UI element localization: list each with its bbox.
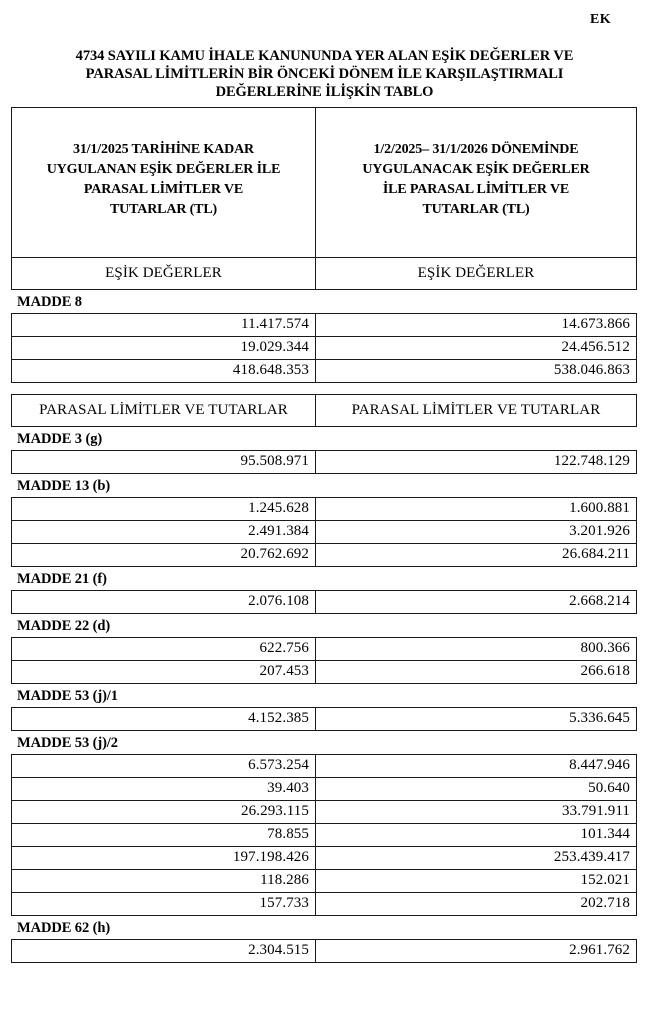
page-title-line-1: 4734 SAYILI KAMU İHALE KANUNUNDA YER ALAN EŞİK DEĞERLER VE — [75, 48, 574, 64]
table-madde-21-f — [11, 590, 637, 614]
table-madde-53-j-2 — [11, 754, 637, 916]
page-title-line-2: PARASAL LİMİTLERİN BİR ÖNCEKİ DÖNEM İLE KARŞILAŞTIRMALI — [85, 66, 564, 82]
header-previous-line-1: 31/1/2025 TARİHİNE KADAR — [72, 141, 254, 157]
table-row-band — [12, 395, 637, 427]
value-previous: 26.293.115 — [12, 801, 316, 824]
section-label-madde-53-j-2: MADDE 53 (j)/2 — [17, 735, 118, 751]
value-current: 2.668.214 — [316, 591, 637, 614]
value-previous: 157.733 — [12, 893, 316, 916]
annex-marker-row — [11, 0, 638, 40]
band-label-previous: PARASAL LİMİTLER VE TUTARLAR — [12, 395, 316, 427]
table-row — [12, 801, 637, 824]
value-current: 50.640 — [316, 778, 637, 801]
table-row — [12, 498, 637, 521]
value-previous: 118.286 — [12, 870, 316, 893]
value-previous: 2.076.108 — [12, 591, 316, 614]
page-title-line-3: DEĞERLERİNE İLİŞKİN TABLO — [215, 84, 434, 100]
value-previous: 2.304.515 — [12, 940, 316, 963]
table-row-header-periods — [12, 108, 637, 258]
section-label-madde-21-f: MADDE 21 (f) — [17, 571, 107, 587]
table-madde-13-b — [11, 497, 637, 567]
value-current: 800.366 — [316, 638, 637, 661]
value-current: 8.447.946 — [316, 755, 637, 778]
header-current-line-2: UYGULANACAK EŞİK DEĞERLER — [362, 161, 590, 177]
section-label-madde-8: MADDE 8 — [17, 294, 82, 310]
value-current: 152.021 — [316, 870, 637, 893]
value-current: 14.673.866 — [316, 314, 637, 337]
band-label-current: PARASAL LİMİTLER VE TUTARLAR — [316, 395, 637, 427]
table-madde-62-h — [11, 939, 637, 963]
value-previous: 78.855 — [12, 824, 316, 847]
value-current: 3.201.926 — [316, 521, 637, 544]
table-row — [12, 824, 637, 847]
table-row — [12, 893, 637, 916]
value-current: 253.439.417 — [316, 847, 637, 870]
value-previous: 19.029.344 — [12, 337, 316, 360]
value-current: 538.046.863 — [316, 360, 637, 383]
table-row — [12, 940, 637, 963]
table-row — [12, 591, 637, 614]
value-previous: 207.453 — [12, 661, 316, 684]
section-label-madde-62-h: MADDE 62 (h) — [17, 920, 111, 936]
value-current: 24.456.512 — [316, 337, 637, 360]
value-previous: 4.152.385 — [12, 708, 316, 731]
value-current: 2.961.762 — [316, 940, 637, 963]
value-previous: 197.198.426 — [12, 847, 316, 870]
header-cell-previous-period — [12, 108, 316, 258]
header-previous-line-4: TUTARLAR (TL) — [109, 201, 218, 217]
value-current: 122.748.129 — [316, 451, 637, 474]
value-current: 5.336.645 — [316, 708, 637, 731]
value-previous: 2.491.384 — [12, 521, 316, 544]
table-row-subheader-threshold — [12, 258, 637, 290]
value-current: 1.600.881 — [316, 498, 637, 521]
table-madde-8 — [11, 313, 637, 383]
header-current-line-3: İLE PARASAL LİMİTLER VE — [382, 181, 570, 197]
header-previous-line-2: UYGULANAN EŞİK DEĞERLER İLE — [46, 161, 281, 177]
section-label-madde-3-g: MADDE 3 (g) — [17, 431, 103, 447]
header-cell-current-period — [316, 108, 637, 258]
table-row — [12, 521, 637, 544]
value-current: 101.344 — [316, 824, 637, 847]
annex-marker: EK — [589, 12, 611, 27]
value-current: 26.684.211 — [316, 544, 637, 567]
table-row — [12, 337, 637, 360]
subheader-threshold-previous: EŞİK DEĞERLER — [12, 258, 316, 290]
table-row — [12, 778, 637, 801]
value-previous: 1.245.628 — [12, 498, 316, 521]
value-previous: 622.756 — [12, 638, 316, 661]
table-band-monetary-limits — [11, 394, 637, 427]
value-previous: 95.508.971 — [12, 451, 316, 474]
value-previous: 6.573.254 — [12, 755, 316, 778]
table-row — [12, 661, 637, 684]
table-row — [12, 314, 637, 337]
header-previous-line-3: PARASAL LİMİTLER VE — [83, 181, 244, 197]
table-madde-53-j-1 — [11, 707, 637, 731]
value-previous: 39.403 — [12, 778, 316, 801]
value-previous: 418.648.353 — [12, 360, 316, 383]
table-row — [12, 360, 637, 383]
value-current: 33.791.911 — [316, 801, 637, 824]
section-label-madde-22-d: MADDE 22 (d) — [17, 618, 111, 634]
table-row — [12, 708, 637, 731]
section-label-madde-13-b: MADDE 13 (b) — [17, 478, 111, 494]
table-row — [12, 451, 637, 474]
section-label-madde-53-j-1: MADDE 53 (j)/1 — [17, 688, 118, 704]
table-row — [12, 870, 637, 893]
table-madde-3-g — [11, 450, 637, 474]
header-current-line-4: TUTARLAR (TL) — [422, 201, 530, 217]
page-title — [11, 40, 638, 101]
subheader-threshold-current: EŞİK DEĞERLER — [316, 258, 637, 290]
header-current-line-1: 1/2/2025– 31/1/2026 DÖNEMİNDE — [373, 141, 579, 157]
table-row — [12, 638, 637, 661]
table-column-header — [11, 107, 637, 290]
value-previous: 11.417.574 — [12, 314, 316, 337]
value-previous: 20.762.692 — [12, 544, 316, 567]
value-current: 266.618 — [316, 661, 637, 684]
value-current: 202.718 — [316, 893, 637, 916]
table-madde-22-d — [11, 637, 637, 684]
table-row — [12, 847, 637, 870]
table-row — [12, 755, 637, 778]
table-row — [12, 544, 637, 567]
